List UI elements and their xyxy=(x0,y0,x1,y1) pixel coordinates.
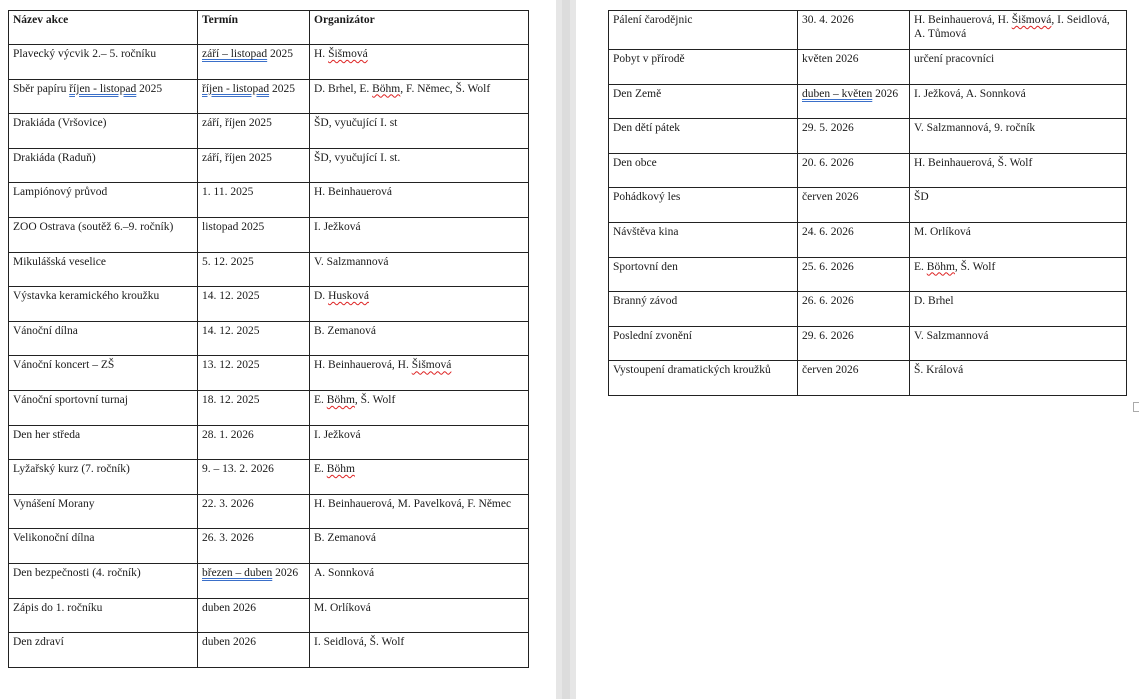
event-name-cell: Poslední zvonění xyxy=(609,326,798,361)
event-date-cell: 26. 3. 2026 xyxy=(198,529,310,564)
event-organizer-cell: H. Beinhauerová, Š. Wolf xyxy=(910,153,1127,188)
event-organizer-cell: E. Böhm, Š. Wolf xyxy=(910,257,1127,292)
event-organizer-cell: Š. Králová xyxy=(910,361,1127,396)
header-event-name: Název akce xyxy=(9,11,198,45)
table-row xyxy=(9,494,529,529)
event-name-cell: Pohádkový les xyxy=(609,188,798,223)
event-name-cell: Pálení čarodějnic xyxy=(609,11,798,50)
grammar-mark: říjen - listopad xyxy=(202,82,270,95)
table-header-row xyxy=(9,11,529,45)
event-name-cell: Lyžařský kurz (7. ročník) xyxy=(9,460,198,495)
table-row xyxy=(9,183,529,218)
event-date-cell: 29. 6. 2026 xyxy=(798,326,910,361)
event-name-cell: Drakiáda (Vršovice) xyxy=(9,114,198,149)
event-name-cell: Den dětí pátek xyxy=(609,119,798,154)
page-gutter-shadow xyxy=(562,0,570,699)
table-row xyxy=(609,188,1127,223)
event-name-cell: Velikonoční dílna xyxy=(9,529,198,564)
event-name-cell: Lampiónový průvod xyxy=(9,183,198,218)
table-row xyxy=(609,119,1127,154)
table-row xyxy=(9,287,529,322)
table-row xyxy=(9,79,529,114)
spelling-mark: Šišmová xyxy=(328,48,368,60)
table-row xyxy=(609,11,1127,50)
table-row xyxy=(9,148,529,183)
table-row xyxy=(9,252,529,287)
event-organizer-cell: D. Brhel xyxy=(910,292,1127,327)
table-row xyxy=(609,257,1127,292)
event-name-cell: Den bezpečnosti (4. ročník) xyxy=(9,563,198,598)
table-row xyxy=(9,425,529,460)
event-date-cell: duben 2026 xyxy=(198,633,310,668)
grammar-mark: září – listopad xyxy=(202,48,268,60)
event-name-cell: Vánoční dílna xyxy=(9,321,198,356)
event-organizer-cell: ŠD, vyučující I. st xyxy=(310,114,529,149)
paragraph-end-marker xyxy=(1133,402,1139,412)
event-name-cell: Sportovní den xyxy=(609,257,798,292)
event-organizer-cell: V. Salzmannová xyxy=(310,252,529,287)
event-date-cell: září – listopad 2025 xyxy=(198,45,310,80)
table-row xyxy=(9,563,529,598)
table-row xyxy=(9,217,529,252)
event-organizer-cell: H. Beinhauerová, H. Šišmová xyxy=(310,356,529,391)
event-date-cell: 26. 6. 2026 xyxy=(798,292,910,327)
event-name-cell: Plavecký výcvik 2.– 5. ročníku xyxy=(9,45,198,80)
event-date-cell: duben – květen 2026 xyxy=(798,84,910,119)
event-name-cell: Den obce xyxy=(609,153,798,188)
spelling-mark: Šišmová xyxy=(1011,14,1052,26)
event-organizer-cell: M. Orlíková xyxy=(910,222,1127,257)
event-date-cell: 13. 12. 2025 xyxy=(198,356,310,391)
event-organizer-cell: V. Salzmannová, 9. ročník xyxy=(910,119,1127,154)
event-organizer-cell: určení pracovníci xyxy=(910,50,1127,85)
event-organizer-cell: M. Orlíková xyxy=(310,598,529,633)
event-name-cell: Vánoční sportovní turnaj xyxy=(9,390,198,425)
event-date-cell: září, říjen 2025 xyxy=(198,114,310,149)
event-name-cell: Den zdraví xyxy=(9,633,198,668)
event-organizer-cell: E. Böhm, Š. Wolf xyxy=(310,390,529,425)
table-row xyxy=(9,460,529,495)
event-date-cell: červen 2026 xyxy=(798,361,910,396)
event-date-cell: říjen - listopad 2025 xyxy=(198,79,310,114)
event-date-cell: 29. 5. 2026 xyxy=(798,119,910,154)
event-name-cell: Vynášení Morany xyxy=(9,494,198,529)
event-date-cell: 1. 11. 2025 xyxy=(198,183,310,218)
table-row xyxy=(9,598,529,633)
event-date-cell: 30. 4. 2026 xyxy=(798,11,910,50)
event-date-cell: listopad 2025 xyxy=(198,217,310,252)
event-name-cell: Den her středa xyxy=(9,425,198,460)
spelling-mark: Husková xyxy=(328,290,369,303)
spelling-mark: Böhm xyxy=(326,463,355,476)
event-organizer-cell: V. Salzmannová xyxy=(910,326,1127,361)
table-row xyxy=(9,321,529,356)
table-row xyxy=(609,84,1127,119)
event-name-cell: Pobyt v přírodě xyxy=(609,50,798,85)
spelling-mark: Böhm xyxy=(326,393,355,406)
header-organizer: Organizátor xyxy=(310,11,529,45)
table-row xyxy=(9,633,529,668)
event-organizer-cell: I. Seidlová, Š. Wolf xyxy=(310,633,529,668)
event-date-cell: červen 2026 xyxy=(798,188,910,223)
event-date-cell: květen 2026 xyxy=(798,50,910,85)
event-organizer-cell: ŠD xyxy=(910,188,1127,223)
table-row xyxy=(9,390,529,425)
event-organizer-cell: I. Ježková xyxy=(310,217,529,252)
event-organizer-cell: H. Beinhauerová, H. Šišmová, I. Seidlová, A. Tůmová xyxy=(910,11,1127,50)
document-page-left xyxy=(0,0,556,699)
event-date-cell: 18. 12. 2025 xyxy=(198,390,310,425)
event-organizer-cell: E. Böhm xyxy=(310,460,529,495)
table-row xyxy=(609,292,1127,327)
event-date-cell: 14. 12. 2025 xyxy=(198,321,310,356)
spelling-mark: Šišmová xyxy=(411,359,452,372)
event-date-cell: 9. – 13. 2. 2026 xyxy=(198,460,310,495)
grammar-mark: říjen - listopad xyxy=(69,82,137,95)
table-row xyxy=(9,356,529,391)
event-date-cell: 20. 6. 2026 xyxy=(798,153,910,188)
event-date-cell: březen – duben 2026 xyxy=(198,563,310,598)
event-organizer-cell: D. Brhel, E. Böhm, F. Němec, Š. Wolf xyxy=(310,79,529,114)
grammar-mark: duben – květen xyxy=(802,87,873,100)
event-organizer-cell: ŠD, vyučující I. st. xyxy=(310,148,529,183)
event-date-cell: 14. 12. 2025 xyxy=(198,287,310,322)
event-name-cell: Výstavka keramického kroužku xyxy=(9,287,198,322)
event-organizer-cell: H. Beinhauerová xyxy=(310,183,529,218)
event-name-cell: Branný závod xyxy=(609,292,798,327)
event-date-cell: 22. 3. 2026 xyxy=(198,494,310,529)
event-name-cell: Drakiáda (Raduň) xyxy=(9,148,198,183)
grammar-mark: březen – duben xyxy=(202,566,273,579)
table-row xyxy=(9,45,529,80)
event-date-cell: 24. 6. 2026 xyxy=(798,222,910,257)
event-name-cell: Den Země xyxy=(609,84,798,119)
events-table-left xyxy=(8,10,529,668)
table-row xyxy=(609,222,1127,257)
event-date-cell: 5. 12. 2025 xyxy=(198,252,310,287)
table-row xyxy=(609,50,1127,85)
event-organizer-cell: I. Ježková, A. Sonnková xyxy=(910,84,1127,119)
event-date-cell: září, říjen 2025 xyxy=(198,148,310,183)
event-name-cell: Návštěva kina xyxy=(609,222,798,257)
event-organizer-cell: I. Ježková xyxy=(310,425,529,460)
table-row xyxy=(9,529,529,564)
table-row xyxy=(609,326,1127,361)
table-row xyxy=(609,361,1127,396)
spelling-mark: Böhm xyxy=(926,260,955,273)
event-name-cell: Vystoupení dramatických kroužků xyxy=(609,361,798,396)
spelling-mark: Böhm xyxy=(372,82,401,95)
event-date-cell: duben 2026 xyxy=(198,598,310,633)
event-name-cell: Sběr papíru říjen - listopad 2025 xyxy=(9,79,198,114)
event-date-cell: 28. 1. 2026 xyxy=(198,425,310,460)
event-organizer-cell: H. Šišmová xyxy=(310,45,529,80)
event-organizer-cell: B. Zemanová xyxy=(310,529,529,564)
header-date: Termín xyxy=(198,11,310,45)
event-date-cell: 25. 6. 2026 xyxy=(798,257,910,292)
event-organizer-cell: H. Beinhauerová, M. Pavelková, F. Němec xyxy=(310,494,529,529)
event-name-cell: ZOO Ostrava (soutěž 6.–9. ročník) xyxy=(9,217,198,252)
event-organizer-cell: A. Sonnková xyxy=(310,563,529,598)
table-row xyxy=(609,153,1127,188)
event-name-cell: Vánoční koncert – ZŠ xyxy=(9,356,198,391)
event-name-cell: Zápis do 1. ročníku xyxy=(9,598,198,633)
event-organizer-cell: D. Husková xyxy=(310,287,529,322)
event-organizer-cell: B. Zemanová xyxy=(310,321,529,356)
event-name-cell: Mikulášská veselice xyxy=(9,252,198,287)
document-page-right xyxy=(576,0,1140,699)
table-row xyxy=(9,114,529,149)
events-table-right xyxy=(608,10,1127,396)
